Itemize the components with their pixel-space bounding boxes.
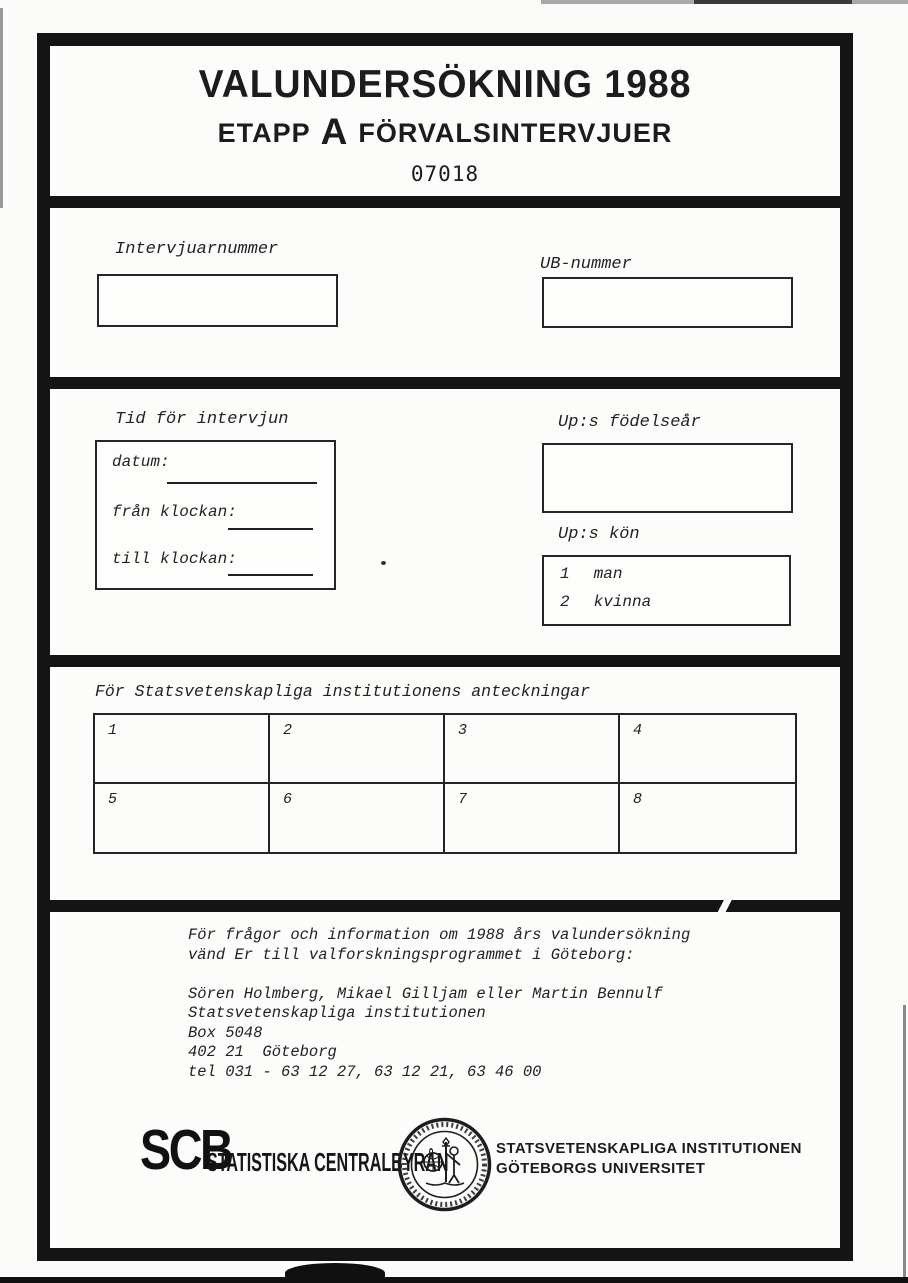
scan-artifact-bottom-strip xyxy=(0,1277,908,1283)
birth-year-label: Up:s födelseår xyxy=(558,413,701,432)
date-write-line[interactable] xyxy=(167,482,317,484)
time-section xyxy=(50,389,840,655)
from-time-write-line[interactable] xyxy=(228,528,313,530)
sex-option-kvinna[interactable] xyxy=(560,593,651,611)
scan-artifact-bottom-blob xyxy=(285,1263,385,1283)
notes-cell-8[interactable]: 8 xyxy=(633,790,643,808)
to-time-label: till klockan: xyxy=(112,550,237,568)
scb-logo: SCB xyxy=(140,1118,232,1182)
notes-cell-6[interactable]: 6 xyxy=(270,784,445,853)
scan-artifact-right-line xyxy=(903,1005,906,1283)
sex-option-code: 1 xyxy=(560,565,570,583)
form-code: 07018 xyxy=(410,162,480,186)
notes-cell-2[interactable]: 2 xyxy=(270,715,445,784)
notes-section xyxy=(50,667,840,900)
university-line: GÖTEBORGS UNIVERSITET xyxy=(496,1160,706,1177)
interviewer-number-box[interactable] xyxy=(97,274,338,327)
ub-number-box[interactable] xyxy=(542,277,793,328)
contact-line: Sören Holmberg, Mikael Gilljam eller Martin Bennulf xyxy=(188,984,663,1003)
scan-artifact-left-line xyxy=(0,8,3,208)
contact-line: 402 21 Göteborg xyxy=(188,1043,337,1061)
footer-section xyxy=(50,912,840,1248)
interview-time-box xyxy=(95,440,336,590)
sex-option-label: man xyxy=(593,565,623,583)
sex-option-label: kvinna xyxy=(593,593,652,611)
university-block xyxy=(496,1139,802,1179)
sex-label: Up:s kön xyxy=(558,525,640,544)
notes-cell-5[interactable]: 5 xyxy=(95,784,270,853)
form-title: VALUNDERSÖKNING 1988 xyxy=(198,63,692,106)
interviewer-number-label: Intervjuarnummer xyxy=(115,240,279,259)
from-time-label: från klockan: xyxy=(112,503,237,521)
etapp-label: ETAPP xyxy=(217,118,311,148)
notes-title: För Statsvetenskapliga institutionens anteckningar xyxy=(95,682,591,701)
scb-name: STATISTISKA CENTRALBYRÅN xyxy=(207,1147,449,1177)
contact-line: Statsvetenskapliga institutionen xyxy=(188,1004,486,1022)
form-subtitle xyxy=(50,111,840,153)
notes-cell-4[interactable]: 4 xyxy=(620,715,795,784)
date-label: datum: xyxy=(112,453,170,471)
subtitle-text: FÖRVALSINTERVJUER xyxy=(358,118,673,148)
form-frame xyxy=(37,33,853,1261)
notes-cell-7[interactable]: 7 xyxy=(445,784,620,853)
contact-line xyxy=(188,965,690,985)
goteborg-university-seal-icon xyxy=(396,1116,493,1218)
stage-letter: A xyxy=(320,111,349,152)
university-line: STATSVETENSKAPLIGA INSTITUTIONEN xyxy=(496,1140,802,1157)
notes-table xyxy=(93,713,797,854)
title-section xyxy=(50,46,840,196)
ink-speck xyxy=(381,561,386,565)
contact-line: tel 031 - 63 12 27, 63 12 21, 63 46 00 xyxy=(188,1062,542,1081)
ub-number-label: UB-nummer xyxy=(540,255,632,274)
scan-artifact-top-dark xyxy=(694,0,852,4)
sex-option-man[interactable] xyxy=(560,565,622,583)
contact-block xyxy=(188,926,690,1082)
interview-time-label: Tid för intervjun xyxy=(115,410,289,429)
contact-line: Box 5048 xyxy=(188,1023,263,1042)
contact-line: För frågor och information om 1988 års valundersökning xyxy=(188,926,691,944)
numbers-section xyxy=(50,208,840,377)
notes-cell-3[interactable]: 3 xyxy=(445,715,620,784)
birth-year-box[interactable] xyxy=(542,443,793,513)
sex-options-box xyxy=(542,555,791,626)
to-time-write-line[interactable] xyxy=(228,574,313,576)
notes-cell-1[interactable]: 1 xyxy=(95,715,270,784)
contact-line: vänd Er till valforskningsprogrammet i Göteborg: xyxy=(188,945,635,964)
sex-option-code: 2 xyxy=(560,593,570,611)
